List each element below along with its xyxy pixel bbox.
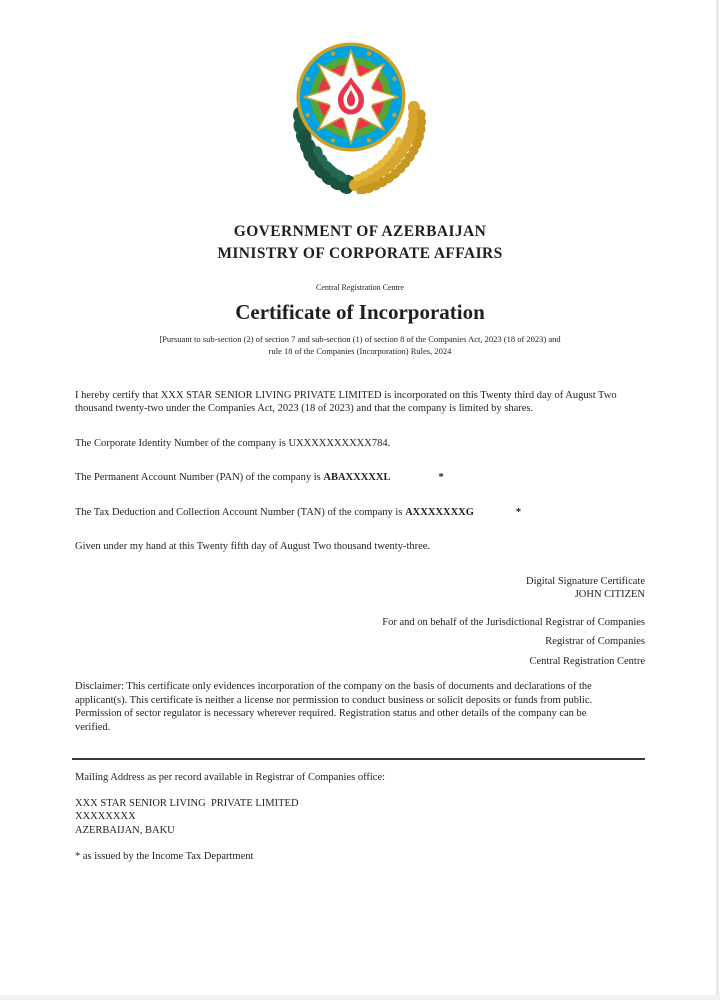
mailing-address-label: Mailing Address as per record available in Registrar of Companies office: [75, 772, 386, 784]
government-title: GOVERNMENT OF AZERBAIJAN [233, 223, 487, 240]
certificate-body [75, 389, 645, 864]
on-behalf-line: For and on behalf of the Jurisdictional Registrar of Companies [382, 616, 645, 628]
pursuant-line-2: rule 18 of the Companies (Incorporation) Rules, 2024 [268, 345, 452, 356]
page-edge-bottom [0, 995, 720, 1000]
address-location: AZERBAIJAN, BAKU [75, 824, 175, 836]
pan-paragraph [75, 471, 645, 485]
cin-paragraph: The Corporate Identity Number of the company is UXXXXXXXXXX784. [75, 437, 391, 449]
page-edge-right [716, 0, 719, 1000]
disclaimer-text: Disclaimer: This certificate only evidences incorporation of the company on the basis of documents and declarations of the applicant(s). This certificate is neither a license nor permission to conduct business or solicit deposits or funds from public. Permission of sector regulator is necessary wherever required. Registration status and other details of the company can be verified. [75, 681, 593, 733]
emblem-container [0, 0, 720, 199]
digital-signature-label: Digital Signature Certificate [526, 575, 645, 587]
certificate-title: Certificate of Incorporation [235, 300, 485, 324]
registration-centre-line: Central Registration Centre [529, 655, 645, 667]
pan-label: The Permanent Account Number (PAN) of the company is [75, 472, 324, 484]
signature-block [75, 575, 645, 669]
divider-rule [72, 758, 645, 760]
azerbaijan-coat-of-arms-icon [289, 40, 431, 194]
income-tax-footnote: * as issued by the Income Tax Department [75, 851, 254, 863]
issuing-office: Central Registration Centre [316, 283, 404, 292]
pursuant-clause [0, 334, 720, 358]
tan-paragraph [75, 506, 645, 520]
address-company-name: XXX STAR SENIOR LIVING PRIVATE LIMITED [75, 797, 299, 809]
registrar-line: Registrar of Companies [545, 636, 645, 648]
given-paragraph: Given under my hand at this Twenty fifth day of August Two thousand twenty-three. [75, 541, 431, 553]
mailing-address-block [75, 797, 645, 838]
signatory-name: JOHN CITIZEN [574, 589, 645, 601]
pan-value: ABAXXXXXL [323, 472, 391, 484]
certificate-header [0, 223, 720, 358]
certify-paragraph: I hereby certify that XXX STAR SENIOR LIVING PRIVATE LIMITED is incorporated on this Twenty third day of August Two thousand twenty-two under the Companies Act, 2023 (18 of 2023) and that the company is limited by shares. [75, 389, 617, 415]
pursuant-line-1: [Pursuant to sub-section (2) of section 7 and sub-section (1) of section 8 of the Companies Act, 2023 (18 of 2023) and [159, 334, 561, 344]
tan-label: The Tax Deduction and Collection Account Number (TAN) of the company is [75, 506, 406, 518]
tan-footnote-marker: * [515, 506, 522, 518]
tan-value: AXXXXXXXG [405, 506, 474, 518]
ministry-title: MINISTRY OF CORPORATE AFFAIRS [217, 245, 503, 262]
address-masked-line: XXXXXXXX [75, 811, 136, 823]
pan-footnote-marker: * [438, 472, 444, 484]
